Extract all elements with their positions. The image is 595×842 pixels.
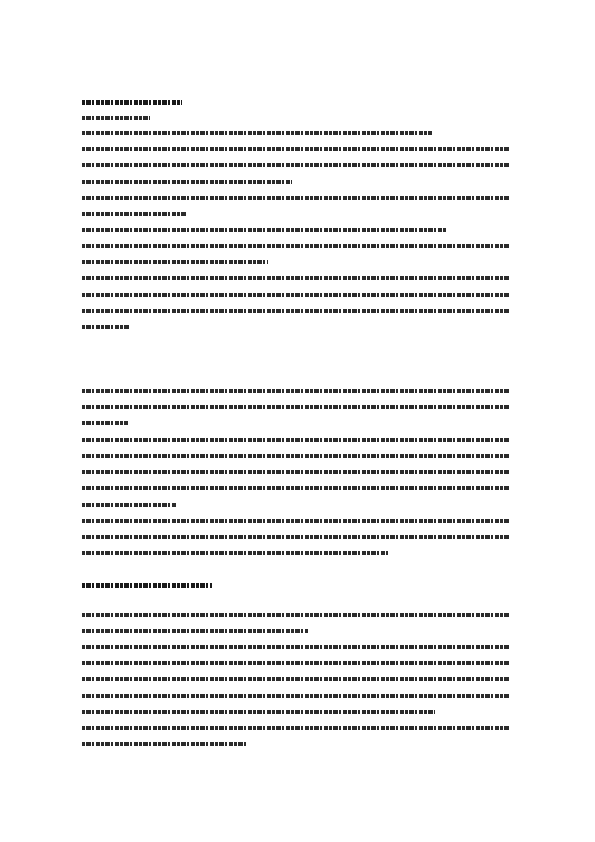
text-line bbox=[82, 519, 510, 523]
text-line bbox=[82, 613, 510, 617]
text-line bbox=[82, 293, 510, 297]
text-line bbox=[82, 405, 510, 409]
text-line bbox=[82, 726, 510, 730]
text-line bbox=[82, 454, 510, 458]
text-line bbox=[82, 645, 510, 649]
text-line bbox=[82, 629, 308, 633]
text-line bbox=[82, 710, 435, 714]
text-line bbox=[82, 131, 432, 135]
text-line bbox=[82, 228, 447, 232]
text-line bbox=[82, 325, 130, 329]
text-line bbox=[82, 389, 510, 393]
text-line bbox=[82, 147, 510, 151]
text-line bbox=[82, 421, 128, 425]
text-line bbox=[82, 116, 150, 120]
section-heading-line bbox=[82, 583, 212, 588]
text-line bbox=[82, 694, 510, 698]
text-line bbox=[82, 276, 510, 280]
text-line bbox=[82, 212, 186, 216]
text-line bbox=[82, 661, 510, 665]
text-line bbox=[82, 244, 510, 248]
text-line bbox=[82, 551, 388, 555]
text-line bbox=[82, 486, 510, 490]
text-line bbox=[82, 163, 510, 167]
text-line bbox=[82, 470, 510, 474]
text-line bbox=[82, 438, 510, 442]
text-line bbox=[82, 309, 510, 313]
text-line bbox=[82, 535, 510, 539]
text-line bbox=[82, 260, 268, 264]
text-line bbox=[82, 100, 182, 105]
text-line bbox=[82, 677, 510, 681]
text-line bbox=[82, 180, 292, 184]
text-line bbox=[82, 503, 176, 507]
text-line bbox=[82, 196, 510, 200]
text-line bbox=[82, 742, 246, 746]
